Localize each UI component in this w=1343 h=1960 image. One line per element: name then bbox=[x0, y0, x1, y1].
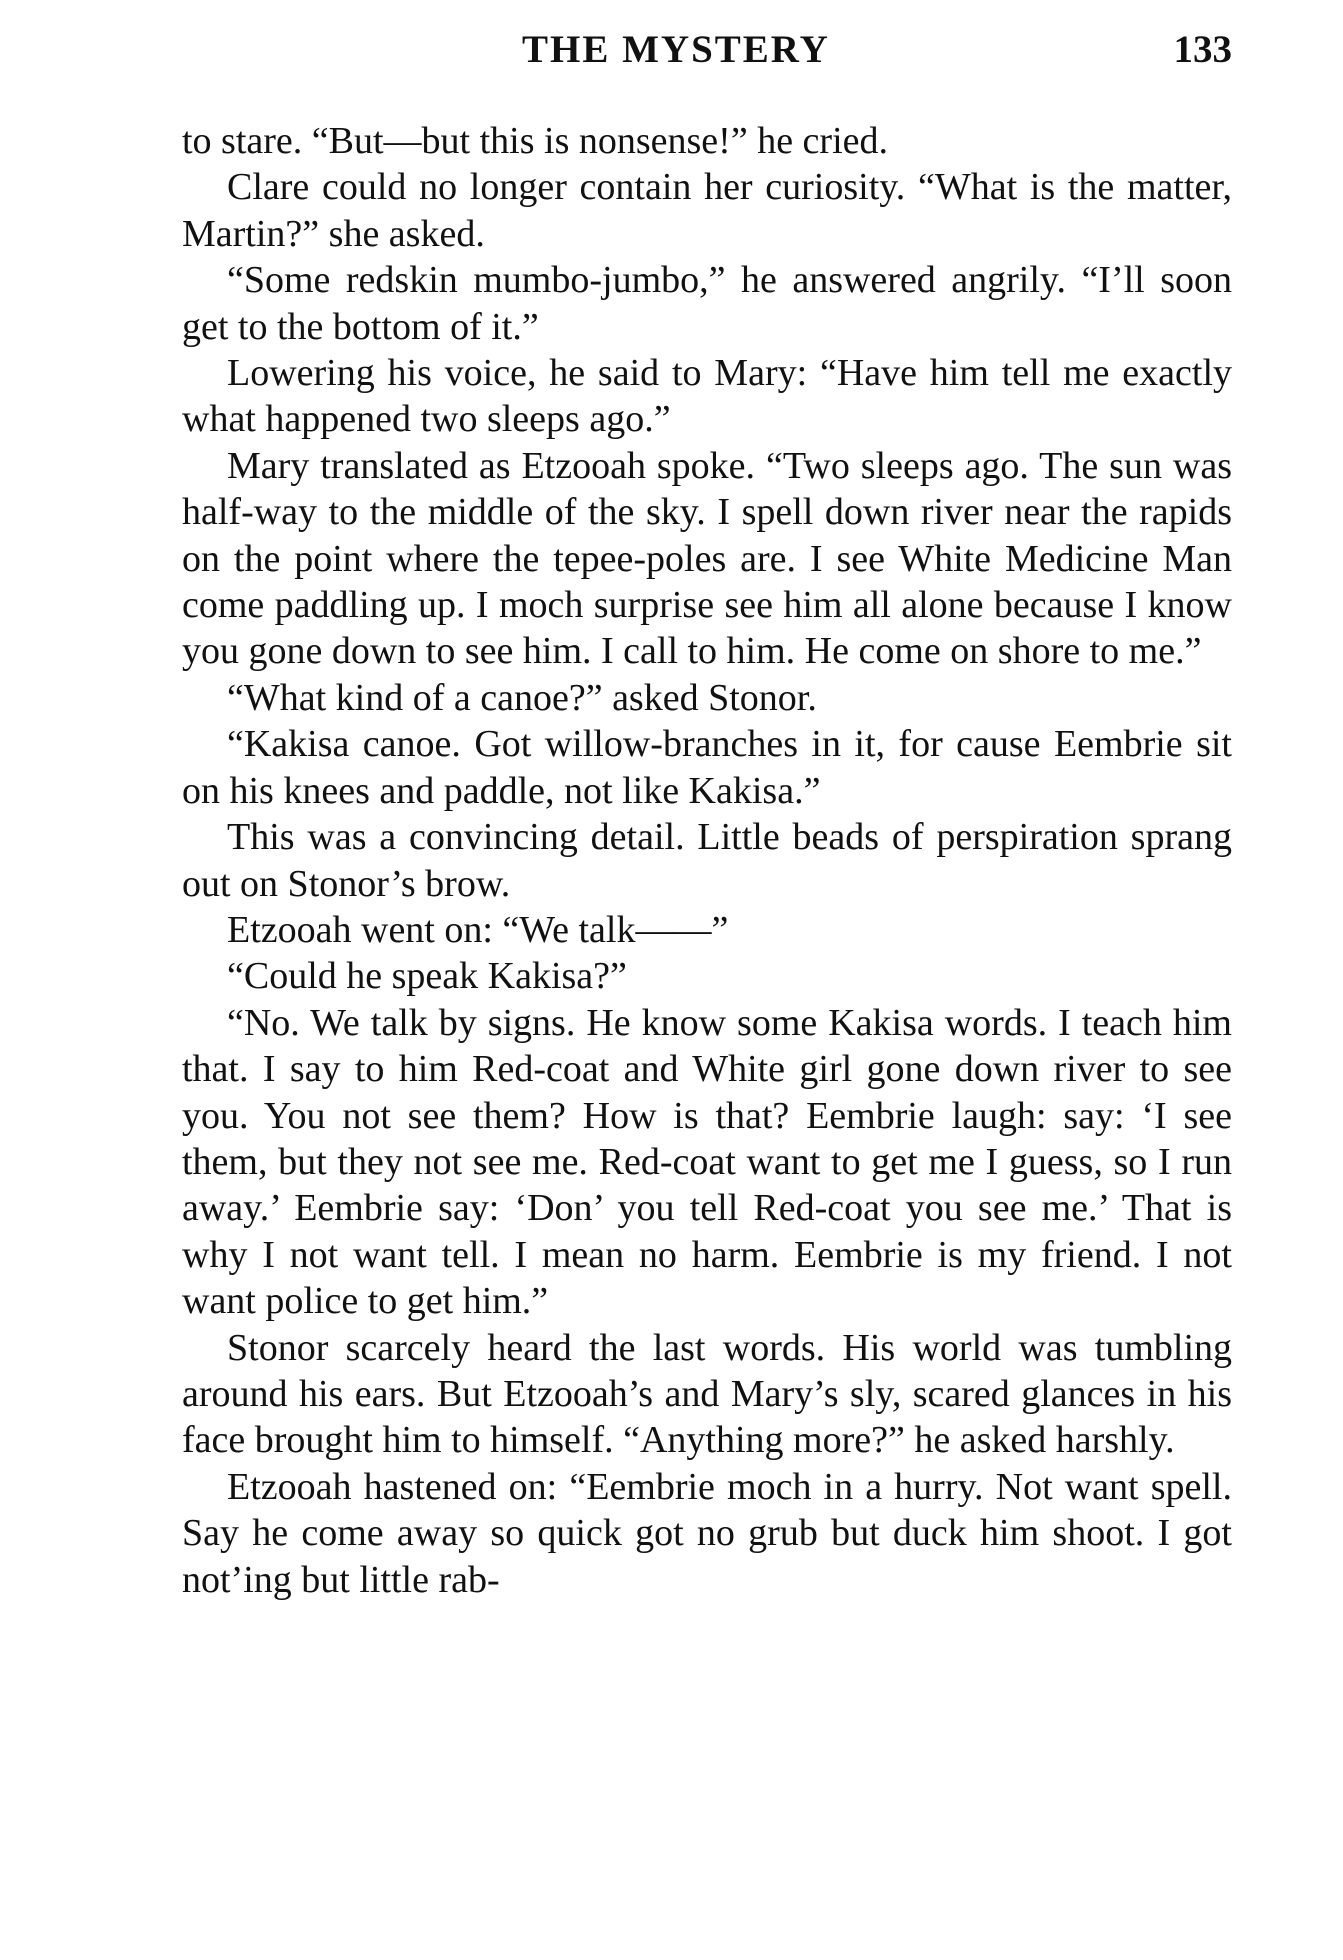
page-header bbox=[182, 20, 1232, 80]
paragraph: Etzooah went on: “We talk——” bbox=[227, 908, 729, 951]
page-number: 133 bbox=[1173, 28, 1232, 71]
paragraph: Etzooah hastened on: “Eembrie moch in a hurry. Not want spell. Say he come away so quick got no grub but duck him shoot. I got not’ing but little rab- bbox=[182, 1465, 1232, 1601]
paragraph: Clare could no longer contain her curiosity. “What is the matter, Martin?” she asked. bbox=[182, 166, 1232, 255]
paragraph: to stare. “But—but this is nonsense!” he cried. bbox=[182, 120, 889, 162]
paragraph: This was a convincing detail. Little beads of perspiration sprang out on Stonor’s brow. bbox=[182, 816, 1232, 905]
paragraph: “What kind of a canoe?” asked Stonor. bbox=[227, 676, 817, 719]
body-text bbox=[182, 118, 1232, 1603]
running-title: THE MYSTERY bbox=[522, 28, 830, 71]
paragraph: Mary translated as Etzooah spoke. “Two sleeps ago. The sun was half-way to the middle of the sky. I spell down river near the rapids on the point where the tepee-poles are. I see White Medicine Man come paddling up. I moch surprise see him all alone because I know you gone down to see him. I call to him. He come on shore to me.” bbox=[182, 444, 1232, 673]
paragraph: Lowering his voice, he said to Mary: “Have him tell me exactly what happened two sleeps ago.” bbox=[182, 352, 1232, 441]
paragraph: “Kakisa canoe. Got willow-branches in it, for cause Eembrie sit on his knees and paddle, not like Kakisa.” bbox=[182, 723, 1232, 812]
paragraph: Stonor scarcely heard the last words. His world was tumbling around his ears. But Etzooah’s and Mary’s sly, scared glances in his face brought him to himself. “Anything more?” he asked harshly. bbox=[182, 1326, 1232, 1462]
paragraph: “Some redskin mumbo-jumbo,” he answered angrily. “I’ll soon get to the bottom of it.” bbox=[182, 259, 1232, 348]
paragraph: “Could he speak Kakisa?” bbox=[227, 955, 627, 998]
paragraph: “No. We talk by signs. He know some Kakisa words. I teach him that. I say to him Red-coat and White girl gone down river to see you. You not see them? How is that? Eembrie laugh: say: ‘I see them, but they not see me. Red-coat want to get me I guess, so I run away.’ Eembrie say: ‘Don’ you tell Red-coat you see me.’ That is why I not want tell. I mean no harm. Eembrie is my friend. I not want police to get him.” bbox=[182, 1001, 1232, 1323]
